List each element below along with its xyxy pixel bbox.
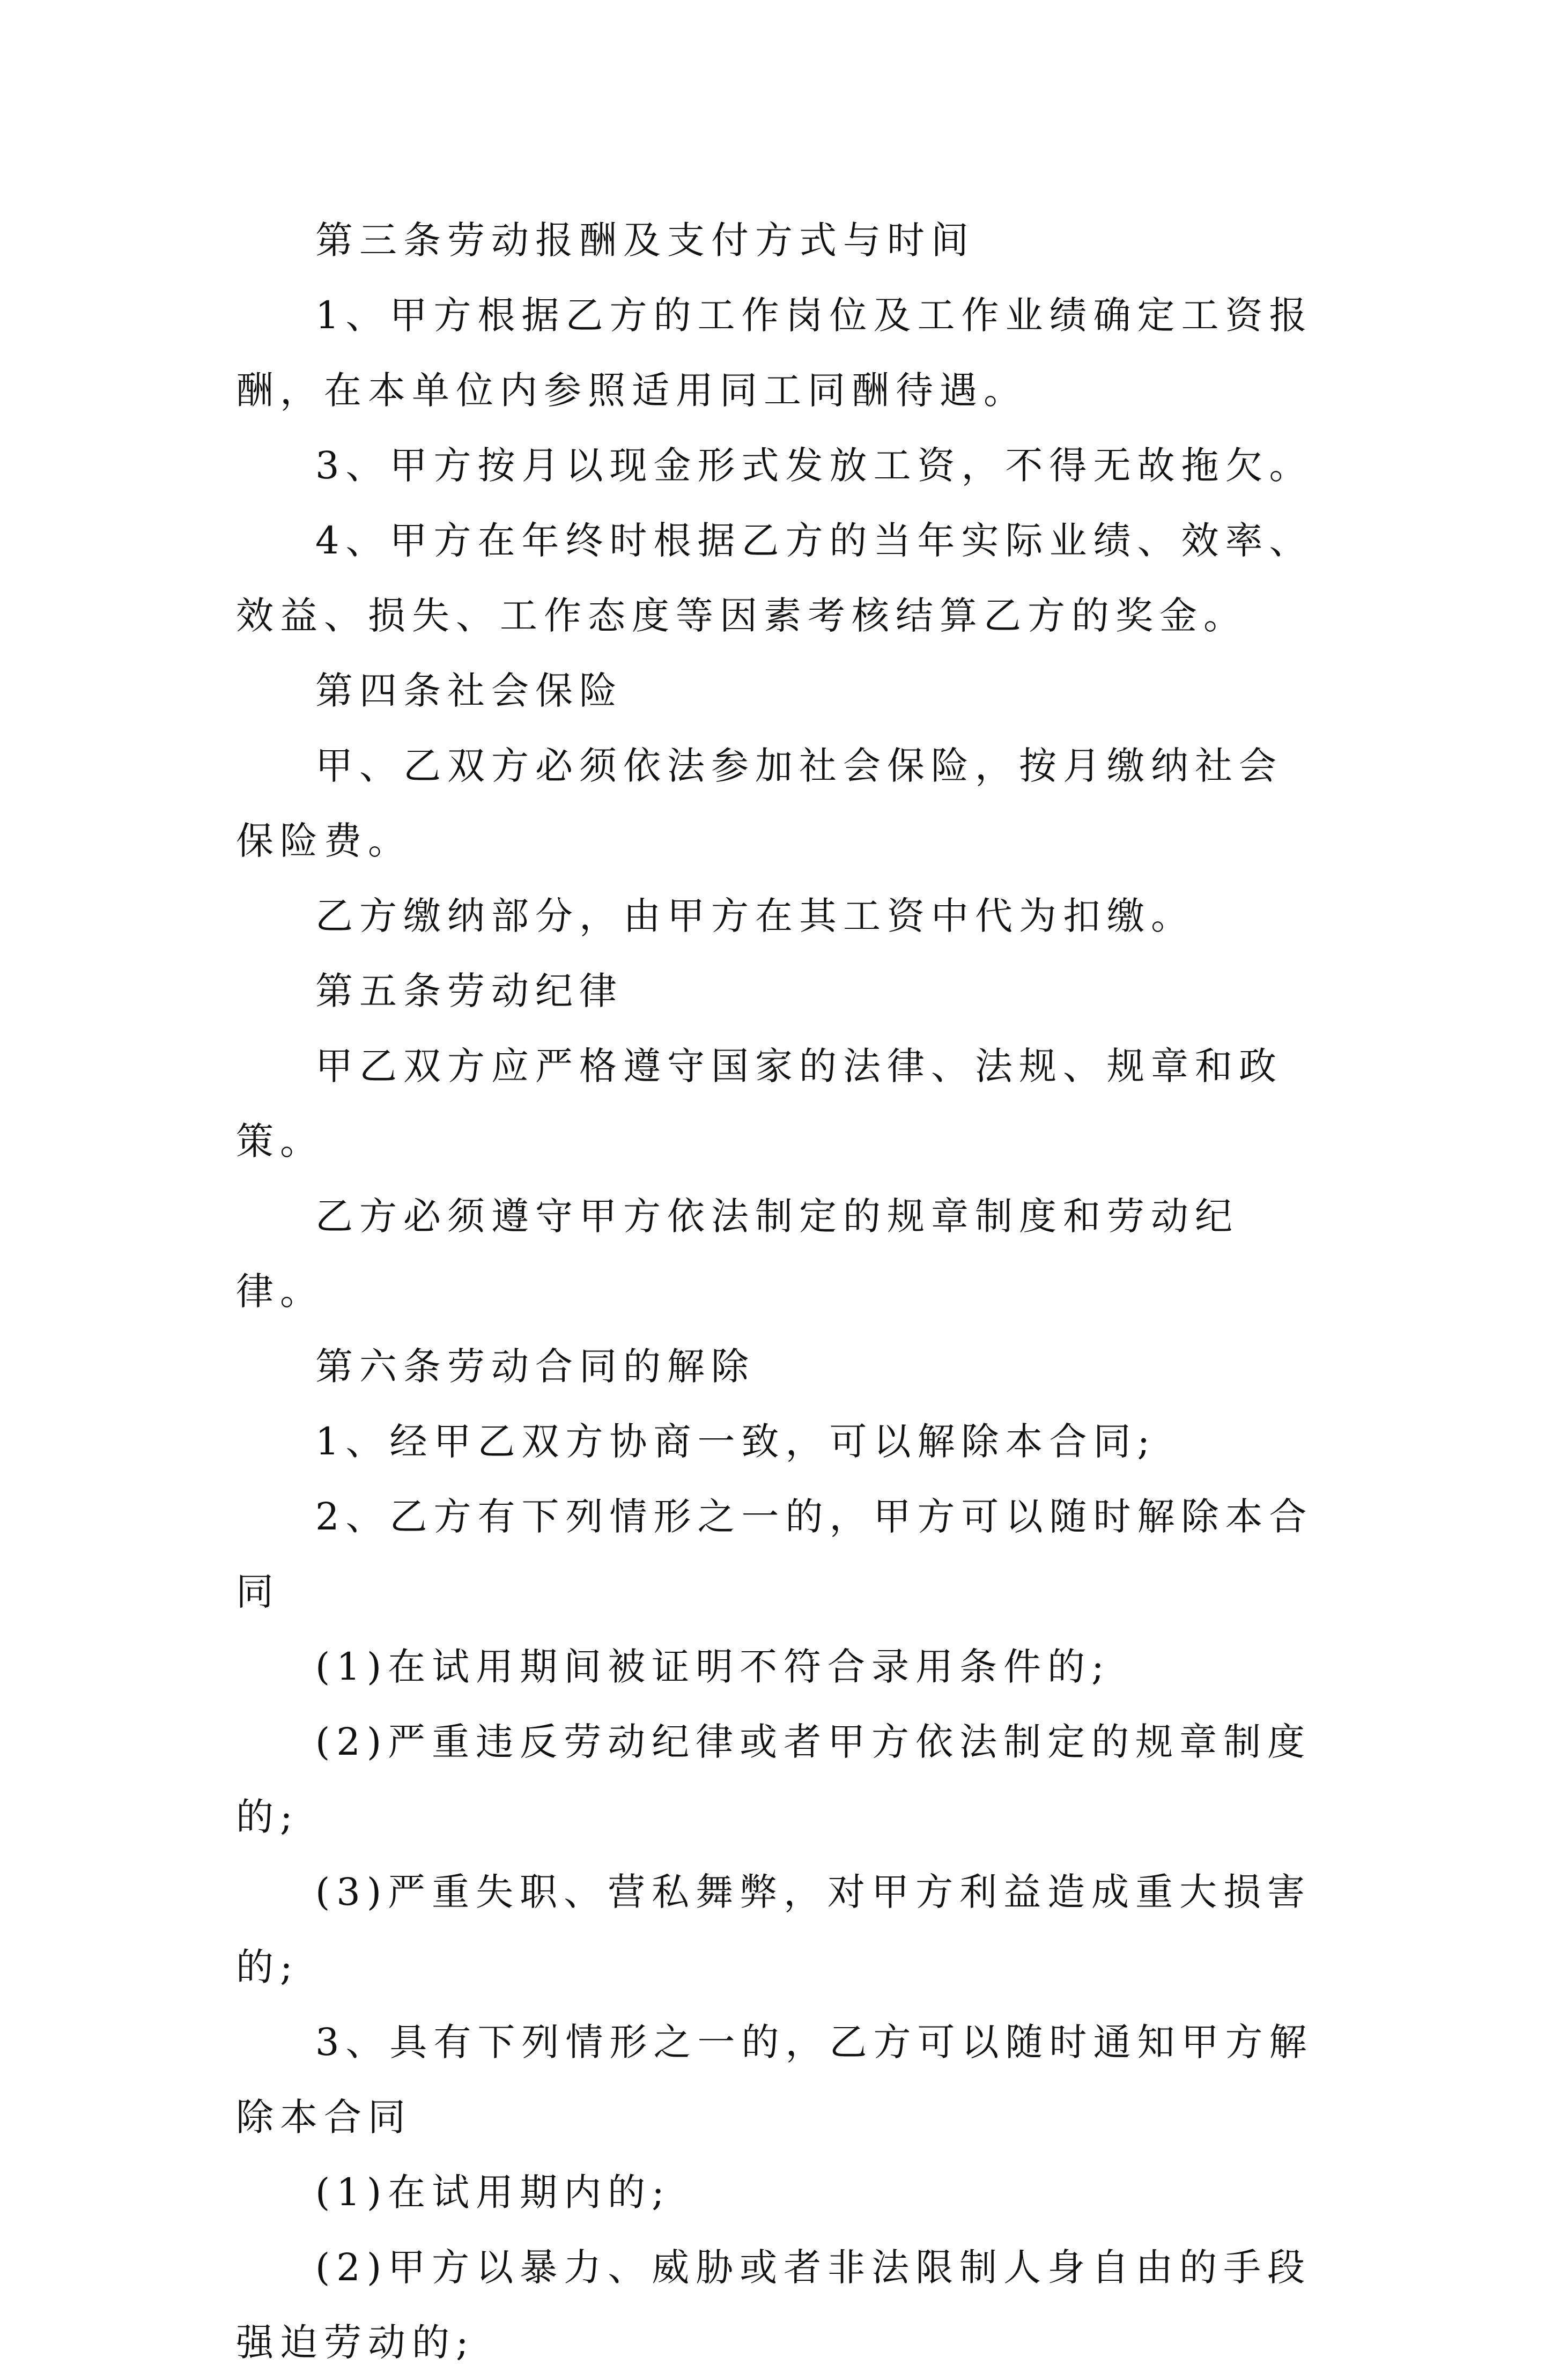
- section-heading-3: 第三条劳动报酬及支付方式与时间: [315, 218, 975, 262]
- section-heading-6: 第六条劳动合同的解除: [315, 1344, 755, 1388]
- paragraph: 甲、乙双方必须依法参加社会保险，按月缴纳社会保险费。: [236, 744, 1283, 863]
- paragraph: 4、甲方在年终时根据乙方的当年实际业绩、效率、效益、损失、工作态度等因素考核结算乙方的奖金。: [236, 519, 1313, 638]
- list-item: (2)甲方以暴力、威胁或者非法限制人身自由的手段强迫劳动的;: [236, 2245, 1312, 2364]
- list-item: (2)严重违反劳动纪律或者甲方依法制定的规章制度的;: [236, 1720, 1312, 1839]
- paragraph: 乙方缴纳部分，由甲方在其工资中代为扣缴。: [315, 894, 1195, 938]
- section-heading-4: 第四条社会保险: [315, 669, 623, 713]
- document-body: [236, 203, 1325, 2380]
- paragraph: 1、甲方根据乙方的工作岗位及工作业绩确定工资报酬，在本单位内参照适用同工同酬待遇。: [236, 293, 1313, 412]
- paragraph: 2、乙方有下列情形之一的，甲方可以随时解除本合同: [236, 1495, 1313, 1614]
- paragraph: 1、经甲乙双方协商一致，可以解除本合同;: [315, 1420, 1157, 1464]
- paragraph: 甲乙双方应严格遵守国家的法律、法规、规章和政策。: [236, 1044, 1283, 1163]
- section-heading-5: 第五条劳动纪律: [315, 969, 623, 1013]
- paragraph: 乙方必须遵守甲方依法制定的规章制度和劳动纪律。: [236, 1194, 1239, 1313]
- list-item: (1)在试用期内的;: [315, 2170, 671, 2214]
- paragraph: 3、甲方按月以现金形式发放工资，不得无故拖欠。: [315, 444, 1313, 487]
- paragraph: 3、具有下列情形之一的，乙方可以随时通知甲方解除本合同: [236, 2020, 1313, 2139]
- list-item: (1)在试用期间被证明不符合录用条件的;: [315, 1645, 1111, 1689]
- list-item: (3)严重失职、营私舞弊，对甲方利益造成重大损害的;: [236, 1870, 1312, 1989]
